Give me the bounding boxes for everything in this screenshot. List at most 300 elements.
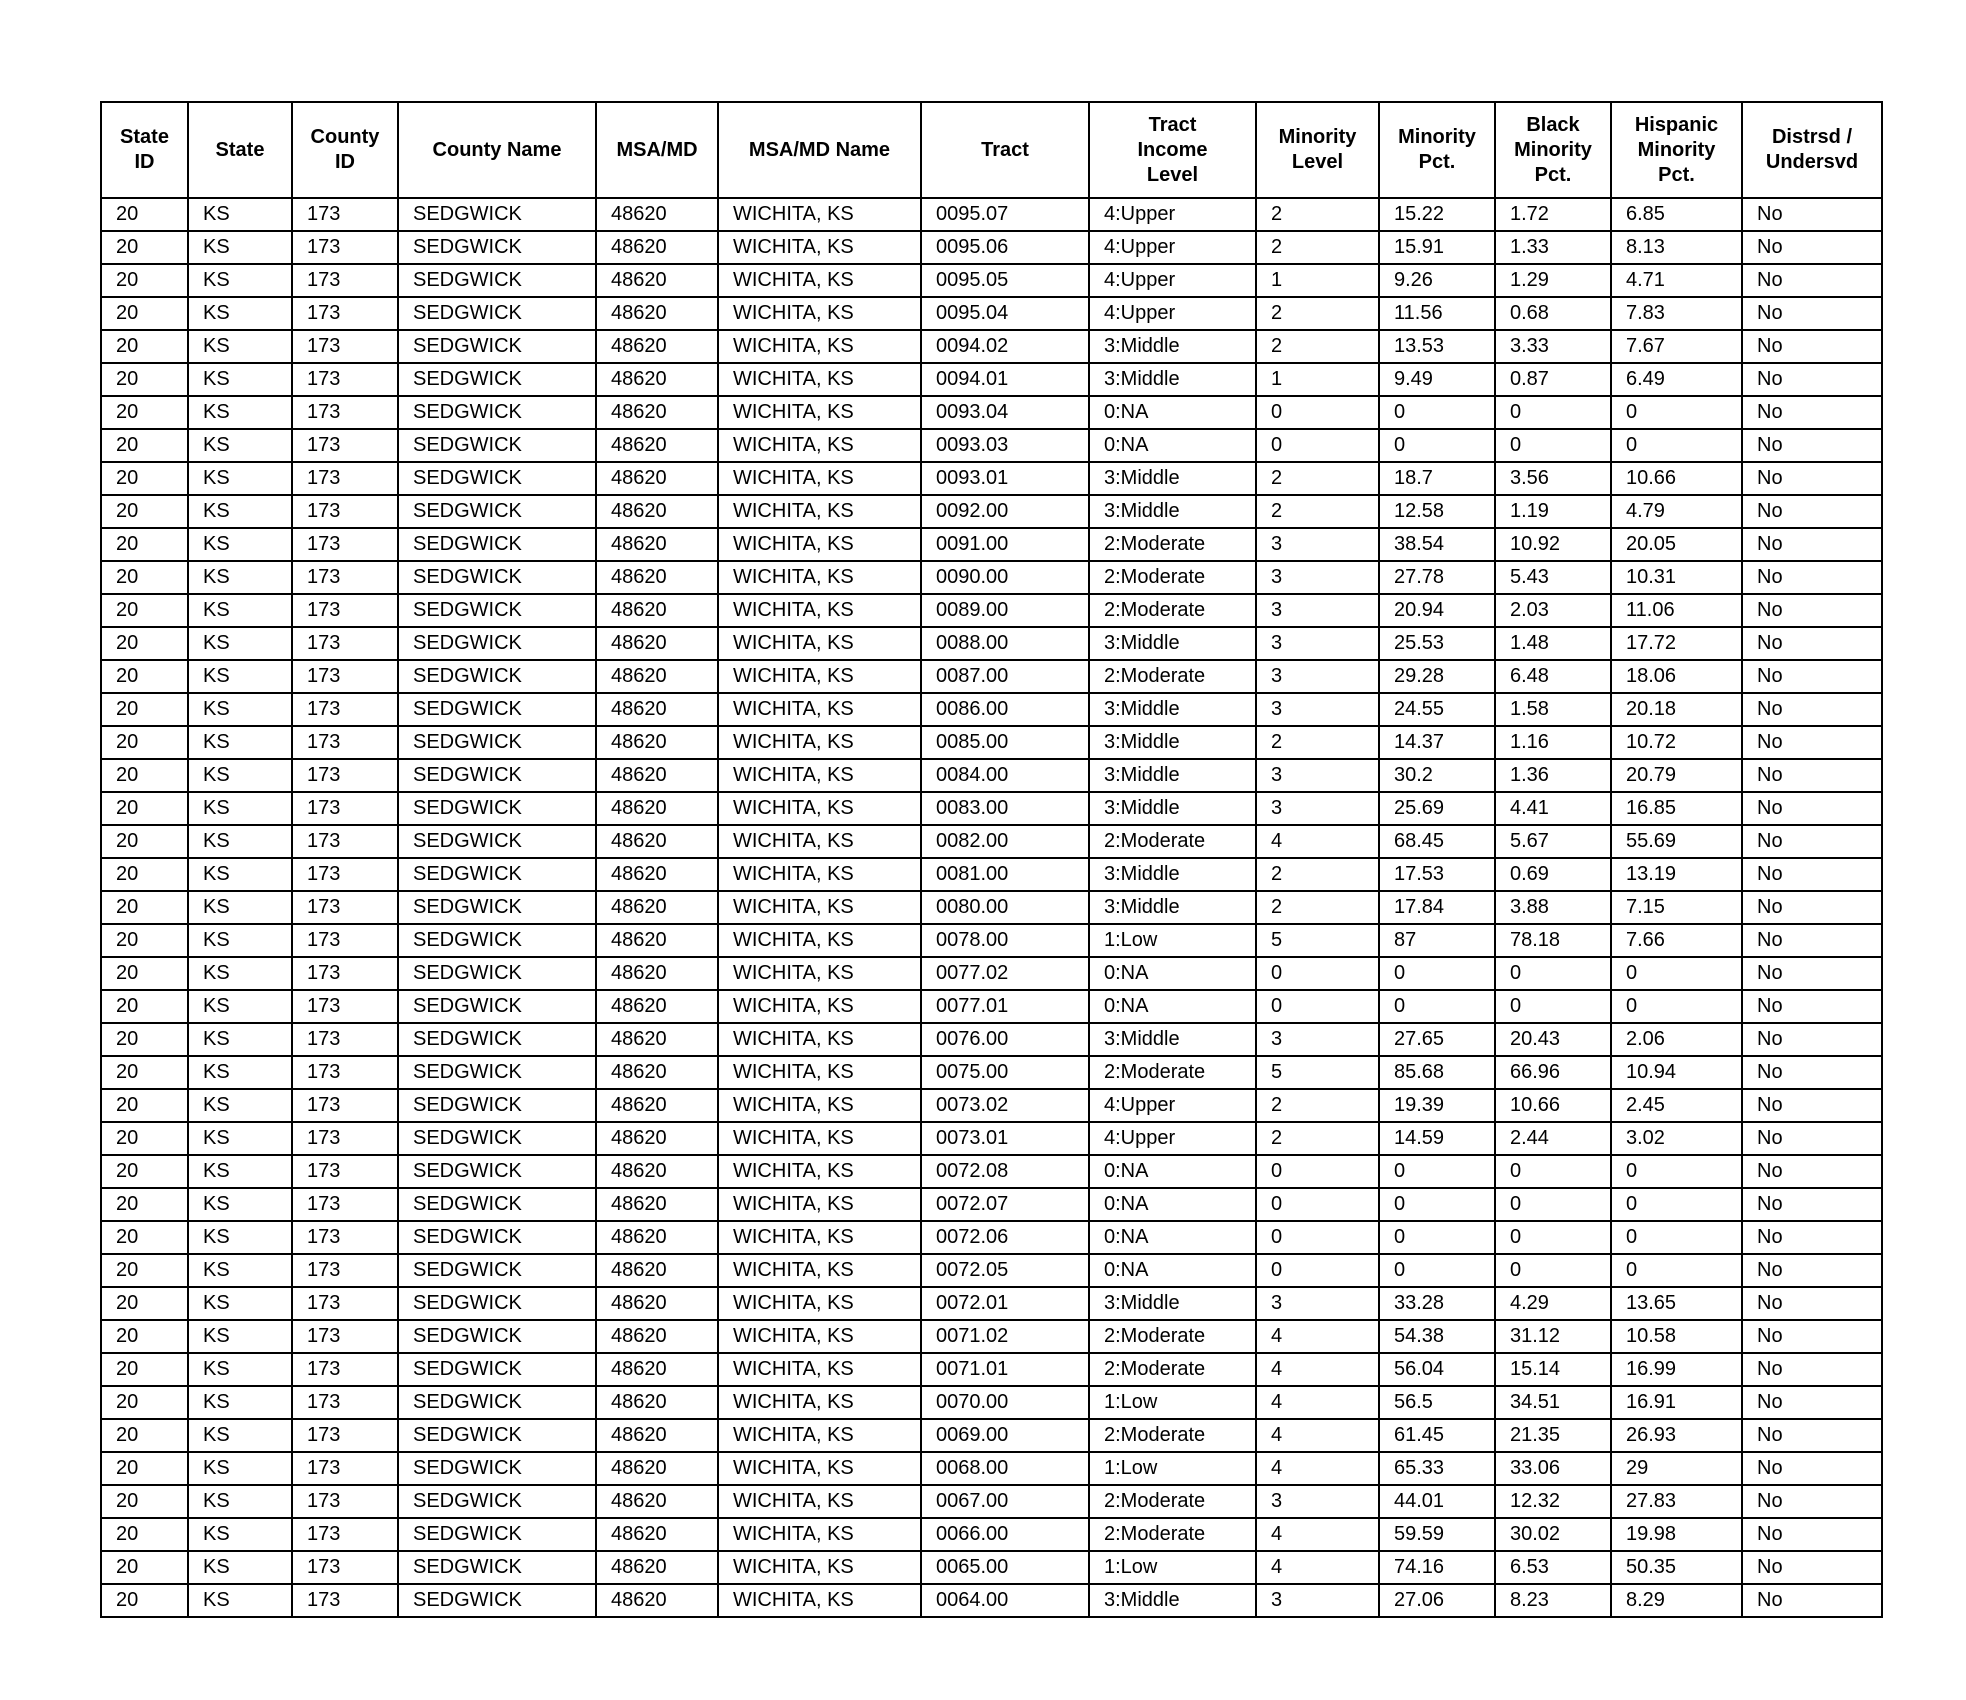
table-row xyxy=(101,264,1882,297)
cell-minority-pct: 14.59 xyxy=(1379,1122,1495,1155)
cell-hispanic-minority-pct: 16.91 xyxy=(1611,1386,1742,1419)
cell-black-minority-pct: 0.69 xyxy=(1495,858,1611,891)
cell-msa-md: 48620 xyxy=(596,1452,718,1485)
cell-black-minority-pct: 34.51 xyxy=(1495,1386,1611,1419)
cell-tract-income-level: 3:Middle xyxy=(1089,891,1256,924)
cell-msa-md-name: WICHITA, KS xyxy=(718,825,921,858)
cell-minority-pct: 59.59 xyxy=(1379,1518,1495,1551)
cell-tract-income-level: 0:NA xyxy=(1089,396,1256,429)
cell-state: KS xyxy=(188,1353,292,1386)
cell-tract-income-level: 3:Middle xyxy=(1089,726,1256,759)
cell-hispanic-minority-pct: 10.31 xyxy=(1611,561,1742,594)
cell-msa-md: 48620 xyxy=(596,1089,718,1122)
cell-minority-level: 4 xyxy=(1256,1551,1379,1584)
cell-tract: 0072.05 xyxy=(921,1254,1089,1287)
cell-hispanic-minority-pct: 20.05 xyxy=(1611,528,1742,561)
cell-msa-md: 48620 xyxy=(596,693,718,726)
cell-msa-md-name: WICHITA, KS xyxy=(718,1419,921,1452)
cell-tract: 0090.00 xyxy=(921,561,1089,594)
cell-minority-level: 2 xyxy=(1256,858,1379,891)
cell-county-id: 173 xyxy=(292,462,398,495)
cell-county-id: 173 xyxy=(292,990,398,1023)
cell-state: KS xyxy=(188,858,292,891)
cell-county-id: 173 xyxy=(292,528,398,561)
cell-state-id: 20 xyxy=(101,1386,188,1419)
cell-distressed-underserved: No xyxy=(1742,1122,1882,1155)
cell-tract-income-level: 3:Middle xyxy=(1089,693,1256,726)
cell-minority-pct: 0 xyxy=(1379,1221,1495,1254)
cell-tract-income-level: 2:Moderate xyxy=(1089,528,1256,561)
cell-tract-income-level: 3:Middle xyxy=(1089,495,1256,528)
cell-state-id: 20 xyxy=(101,1221,188,1254)
cell-msa-md: 48620 xyxy=(596,1254,718,1287)
cell-tract: 0065.00 xyxy=(921,1551,1089,1584)
cell-state: KS xyxy=(188,1419,292,1452)
cell-distressed-underserved: No xyxy=(1742,264,1882,297)
cell-msa-md-name: WICHITA, KS xyxy=(718,858,921,891)
cell-tract: 0070.00 xyxy=(921,1386,1089,1419)
cell-county-name: SEDGWICK xyxy=(398,1485,596,1518)
cell-county-id: 173 xyxy=(292,1320,398,1353)
cell-hispanic-minority-pct: 0 xyxy=(1611,396,1742,429)
cell-county-name: SEDGWICK xyxy=(398,1023,596,1056)
cell-tract-income-level: 2:Moderate xyxy=(1089,1485,1256,1518)
cell-msa-md: 48620 xyxy=(596,1188,718,1221)
cell-distressed-underserved: No xyxy=(1742,1155,1882,1188)
cell-black-minority-pct: 33.06 xyxy=(1495,1452,1611,1485)
cell-distressed-underserved: No xyxy=(1742,330,1882,363)
cell-black-minority-pct: 1.29 xyxy=(1495,264,1611,297)
table-row xyxy=(101,924,1882,957)
cell-state-id: 20 xyxy=(101,627,188,660)
table-row xyxy=(101,1518,1882,1551)
cell-distressed-underserved: No xyxy=(1742,1089,1882,1122)
cell-county-name: SEDGWICK xyxy=(398,759,596,792)
cell-msa-md: 48620 xyxy=(596,363,718,396)
cell-black-minority-pct: 6.53 xyxy=(1495,1551,1611,1584)
table-row xyxy=(101,594,1882,627)
cell-state: KS xyxy=(188,924,292,957)
cell-minority-pct: 56.04 xyxy=(1379,1353,1495,1386)
column-header-black-minority-pct: Black Minority Pct. xyxy=(1495,102,1611,198)
cell-tract: 0077.02 xyxy=(921,957,1089,990)
cell-hispanic-minority-pct: 0 xyxy=(1611,1221,1742,1254)
cell-hispanic-minority-pct: 55.69 xyxy=(1611,825,1742,858)
cell-minority-level: 5 xyxy=(1256,1056,1379,1089)
cell-black-minority-pct: 5.43 xyxy=(1495,561,1611,594)
cell-tract: 0066.00 xyxy=(921,1518,1089,1551)
column-header-county-id: County ID xyxy=(292,102,398,198)
cell-black-minority-pct: 12.32 xyxy=(1495,1485,1611,1518)
cell-hispanic-minority-pct: 27.83 xyxy=(1611,1485,1742,1518)
cell-minority-pct: 19.39 xyxy=(1379,1089,1495,1122)
cell-minority-pct: 54.38 xyxy=(1379,1320,1495,1353)
cell-minority-pct: 17.84 xyxy=(1379,891,1495,924)
cell-msa-md: 48620 xyxy=(596,429,718,462)
table-row xyxy=(101,1056,1882,1089)
cell-minority-level: 2 xyxy=(1256,1089,1379,1122)
cell-state-id: 20 xyxy=(101,792,188,825)
cell-msa-md: 48620 xyxy=(596,726,718,759)
cell-black-minority-pct: 6.48 xyxy=(1495,660,1611,693)
cell-state: KS xyxy=(188,1188,292,1221)
cell-state-id: 20 xyxy=(101,528,188,561)
cell-minority-level: 2 xyxy=(1256,462,1379,495)
cell-state: KS xyxy=(188,462,292,495)
table-row xyxy=(101,660,1882,693)
cell-tract: 0095.06 xyxy=(921,231,1089,264)
cell-minority-pct: 11.56 xyxy=(1379,297,1495,330)
cell-black-minority-pct: 3.33 xyxy=(1495,330,1611,363)
cell-distressed-underserved: No xyxy=(1742,1452,1882,1485)
table-row xyxy=(101,363,1882,396)
cell-tract-income-level: 3:Middle xyxy=(1089,627,1256,660)
cell-state: KS xyxy=(188,957,292,990)
cell-tract-income-level: 0:NA xyxy=(1089,1221,1256,1254)
cell-state: KS xyxy=(188,660,292,693)
cell-msa-md: 48620 xyxy=(596,528,718,561)
cell-tract: 0084.00 xyxy=(921,759,1089,792)
cell-msa-md: 48620 xyxy=(596,1320,718,1353)
cell-tract: 0095.04 xyxy=(921,297,1089,330)
table-row xyxy=(101,726,1882,759)
cell-minority-level: 4 xyxy=(1256,1320,1379,1353)
cell-msa-md-name: WICHITA, KS xyxy=(718,231,921,264)
cell-tract-income-level: 0:NA xyxy=(1089,1254,1256,1287)
cell-county-id: 173 xyxy=(292,891,398,924)
cell-minority-level: 2 xyxy=(1256,330,1379,363)
cell-msa-md: 48620 xyxy=(596,1551,718,1584)
cell-county-name: SEDGWICK xyxy=(398,561,596,594)
cell-minority-level: 4 xyxy=(1256,1386,1379,1419)
cell-county-name: SEDGWICK xyxy=(398,264,596,297)
header-row xyxy=(101,102,1882,198)
cell-county-name: SEDGWICK xyxy=(398,1089,596,1122)
cell-hispanic-minority-pct: 7.66 xyxy=(1611,924,1742,957)
table-row xyxy=(101,1254,1882,1287)
cell-state: KS xyxy=(188,891,292,924)
cell-minority-pct: 44.01 xyxy=(1379,1485,1495,1518)
cell-minority-pct: 13.53 xyxy=(1379,330,1495,363)
cell-distressed-underserved: No xyxy=(1742,297,1882,330)
cell-msa-md-name: WICHITA, KS xyxy=(718,990,921,1023)
cell-msa-md: 48620 xyxy=(596,627,718,660)
cell-minority-pct: 0 xyxy=(1379,396,1495,429)
cell-state: KS xyxy=(188,363,292,396)
cell-msa-md-name: WICHITA, KS xyxy=(718,726,921,759)
cell-black-minority-pct: 4.41 xyxy=(1495,792,1611,825)
cell-msa-md-name: WICHITA, KS xyxy=(718,1287,921,1320)
cell-msa-md-name: WICHITA, KS xyxy=(718,660,921,693)
cell-hispanic-minority-pct: 7.67 xyxy=(1611,330,1742,363)
cell-tract: 0071.02 xyxy=(921,1320,1089,1353)
cell-state: KS xyxy=(188,792,292,825)
cell-county-id: 173 xyxy=(292,429,398,462)
cell-tract: 0092.00 xyxy=(921,495,1089,528)
cell-msa-md: 48620 xyxy=(596,1419,718,1452)
cell-minority-level: 1 xyxy=(1256,363,1379,396)
table-row xyxy=(101,1584,1882,1617)
cell-minority-level: 2 xyxy=(1256,231,1379,264)
cell-county-name: SEDGWICK xyxy=(398,594,596,627)
cell-county-id: 173 xyxy=(292,1518,398,1551)
cell-hispanic-minority-pct: 0 xyxy=(1611,1188,1742,1221)
cell-minority-pct: 85.68 xyxy=(1379,1056,1495,1089)
table-row xyxy=(101,231,1882,264)
cell-black-minority-pct: 1.72 xyxy=(1495,198,1611,231)
cell-tract-income-level: 2:Moderate xyxy=(1089,1518,1256,1551)
column-header-county-name: County Name xyxy=(398,102,596,198)
cell-minority-pct: 27.06 xyxy=(1379,1584,1495,1617)
cell-msa-md: 48620 xyxy=(596,1056,718,1089)
cell-county-name: SEDGWICK xyxy=(398,1188,596,1221)
cell-tract-income-level: 2:Moderate xyxy=(1089,594,1256,627)
cell-hispanic-minority-pct: 8.29 xyxy=(1611,1584,1742,1617)
cell-minority-pct: 0 xyxy=(1379,429,1495,462)
cell-msa-md: 48620 xyxy=(596,1353,718,1386)
cell-hispanic-minority-pct: 2.06 xyxy=(1611,1023,1742,1056)
table-row xyxy=(101,1386,1882,1419)
table-row xyxy=(101,693,1882,726)
cell-county-name: SEDGWICK xyxy=(398,1386,596,1419)
cell-county-name: SEDGWICK xyxy=(398,792,596,825)
cell-state-id: 20 xyxy=(101,1023,188,1056)
cell-distressed-underserved: No xyxy=(1742,1551,1882,1584)
cell-tract: 0071.01 xyxy=(921,1353,1089,1386)
cell-minority-level: 3 xyxy=(1256,1023,1379,1056)
cell-county-name: SEDGWICK xyxy=(398,198,596,231)
cell-county-name: SEDGWICK xyxy=(398,1518,596,1551)
cell-tract: 0094.02 xyxy=(921,330,1089,363)
cell-county-id: 173 xyxy=(292,1584,398,1617)
cell-minority-pct: 56.5 xyxy=(1379,1386,1495,1419)
cell-minority-level: 0 xyxy=(1256,1221,1379,1254)
column-header-msa-md-name: MSA/MD Name xyxy=(718,102,921,198)
cell-minority-level: 0 xyxy=(1256,957,1379,990)
cell-county-id: 173 xyxy=(292,1386,398,1419)
cell-msa-md: 48620 xyxy=(596,264,718,297)
cell-msa-md: 48620 xyxy=(596,858,718,891)
cell-msa-md-name: WICHITA, KS xyxy=(718,1320,921,1353)
cell-hispanic-minority-pct: 19.98 xyxy=(1611,1518,1742,1551)
cell-black-minority-pct: 0.68 xyxy=(1495,297,1611,330)
cell-state: KS xyxy=(188,825,292,858)
cell-county-name: SEDGWICK xyxy=(398,363,596,396)
cell-tract-income-level: 1:Low xyxy=(1089,924,1256,957)
cell-msa-md-name: WICHITA, KS xyxy=(718,1023,921,1056)
cell-county-id: 173 xyxy=(292,264,398,297)
column-header-state-id: State ID xyxy=(101,102,188,198)
cell-black-minority-pct: 0 xyxy=(1495,1155,1611,1188)
cell-county-name: SEDGWICK xyxy=(398,858,596,891)
cell-state-id: 20 xyxy=(101,231,188,264)
cell-minority-level: 3 xyxy=(1256,594,1379,627)
cell-distressed-underserved: No xyxy=(1742,1518,1882,1551)
cell-msa-md: 48620 xyxy=(596,396,718,429)
cell-county-id: 173 xyxy=(292,627,398,660)
cell-black-minority-pct: 3.88 xyxy=(1495,891,1611,924)
cell-minority-level: 4 xyxy=(1256,1452,1379,1485)
table-row xyxy=(101,561,1882,594)
cell-black-minority-pct: 21.35 xyxy=(1495,1419,1611,1452)
table-row xyxy=(101,957,1882,990)
table-row xyxy=(101,462,1882,495)
cell-tract: 0088.00 xyxy=(921,627,1089,660)
cell-distressed-underserved: No xyxy=(1742,858,1882,891)
cell-county-name: SEDGWICK xyxy=(398,957,596,990)
cell-tract-income-level: 4:Upper xyxy=(1089,1122,1256,1155)
cell-county-id: 173 xyxy=(292,858,398,891)
cell-msa-md: 48620 xyxy=(596,825,718,858)
cell-distressed-underserved: No xyxy=(1742,990,1882,1023)
cell-state: KS xyxy=(188,1485,292,1518)
cell-state: KS xyxy=(188,1221,292,1254)
cell-minority-pct: 74.16 xyxy=(1379,1551,1495,1584)
cell-tract-income-level: 2:Moderate xyxy=(1089,1056,1256,1089)
cell-msa-md: 48620 xyxy=(596,594,718,627)
cell-minority-level: 4 xyxy=(1256,1518,1379,1551)
cell-black-minority-pct: 66.96 xyxy=(1495,1056,1611,1089)
cell-state: KS xyxy=(188,726,292,759)
cell-state: KS xyxy=(188,330,292,363)
cell-state-id: 20 xyxy=(101,1155,188,1188)
cell-minority-level: 1 xyxy=(1256,264,1379,297)
cell-hispanic-minority-pct: 20.18 xyxy=(1611,693,1742,726)
cell-msa-md: 48620 xyxy=(596,297,718,330)
cell-tract: 0064.00 xyxy=(921,1584,1089,1617)
cell-minority-pct: 29.28 xyxy=(1379,660,1495,693)
cell-minority-pct: 9.26 xyxy=(1379,264,1495,297)
cell-tract: 0085.00 xyxy=(921,726,1089,759)
cell-state-id: 20 xyxy=(101,1419,188,1452)
cell-state: KS xyxy=(188,759,292,792)
cell-msa-md: 48620 xyxy=(596,990,718,1023)
cell-minority-level: 4 xyxy=(1256,1419,1379,1452)
cell-hispanic-minority-pct: 4.71 xyxy=(1611,264,1742,297)
cell-minority-level: 4 xyxy=(1256,825,1379,858)
cell-state: KS xyxy=(188,1518,292,1551)
cell-state-id: 20 xyxy=(101,990,188,1023)
cell-distressed-underserved: No xyxy=(1742,1419,1882,1452)
cell-msa-md: 48620 xyxy=(596,1122,718,1155)
cell-msa-md-name: WICHITA, KS xyxy=(718,363,921,396)
cell-tract-income-level: 3:Middle xyxy=(1089,462,1256,495)
table-row xyxy=(101,1155,1882,1188)
cell-minority-pct: 87 xyxy=(1379,924,1495,957)
cell-msa-md-name: WICHITA, KS xyxy=(718,1056,921,1089)
cell-minority-level: 0 xyxy=(1256,396,1379,429)
cell-tract-income-level: 0:NA xyxy=(1089,957,1256,990)
cell-state: KS xyxy=(188,297,292,330)
cell-msa-md-name: WICHITA, KS xyxy=(718,693,921,726)
cell-state: KS xyxy=(188,495,292,528)
cell-county-id: 173 xyxy=(292,1353,398,1386)
cell-minority-level: 2 xyxy=(1256,726,1379,759)
cell-state: KS xyxy=(188,627,292,660)
cell-tract-income-level: 3:Middle xyxy=(1089,330,1256,363)
cell-hispanic-minority-pct: 0 xyxy=(1611,1254,1742,1287)
cell-tract-income-level: 3:Middle xyxy=(1089,759,1256,792)
table-row xyxy=(101,1485,1882,1518)
cell-state-id: 20 xyxy=(101,1089,188,1122)
cell-msa-md-name: WICHITA, KS xyxy=(718,891,921,924)
cell-tract: 0080.00 xyxy=(921,891,1089,924)
cell-tract-income-level: 4:Upper xyxy=(1089,231,1256,264)
cell-distressed-underserved: No xyxy=(1742,1584,1882,1617)
cell-distressed-underserved: No xyxy=(1742,759,1882,792)
cell-msa-md: 48620 xyxy=(596,231,718,264)
cell-hispanic-minority-pct: 4.79 xyxy=(1611,495,1742,528)
cell-county-name: SEDGWICK xyxy=(398,1551,596,1584)
cell-msa-md-name: WICHITA, KS xyxy=(718,594,921,627)
cell-state: KS xyxy=(188,198,292,231)
cell-county-name: SEDGWICK xyxy=(398,924,596,957)
cell-state-id: 20 xyxy=(101,297,188,330)
cell-black-minority-pct: 1.16 xyxy=(1495,726,1611,759)
cell-hispanic-minority-pct: 3.02 xyxy=(1611,1122,1742,1155)
cell-distressed-underserved: No xyxy=(1742,495,1882,528)
cell-minority-level: 2 xyxy=(1256,891,1379,924)
cell-hispanic-minority-pct: 16.99 xyxy=(1611,1353,1742,1386)
cell-county-id: 173 xyxy=(292,396,398,429)
cell-minority-level: 3 xyxy=(1256,1584,1379,1617)
cell-tract: 0068.00 xyxy=(921,1452,1089,1485)
cell-distressed-underserved: No xyxy=(1742,198,1882,231)
cell-tract-income-level: 2:Moderate xyxy=(1089,1353,1256,1386)
cell-county-id: 173 xyxy=(292,363,398,396)
cell-county-id: 173 xyxy=(292,1485,398,1518)
cell-black-minority-pct: 0 xyxy=(1495,1221,1611,1254)
cell-state: KS xyxy=(188,990,292,1023)
cell-minority-level: 5 xyxy=(1256,924,1379,957)
cell-black-minority-pct: 1.48 xyxy=(1495,627,1611,660)
cell-state-id: 20 xyxy=(101,594,188,627)
cell-county-id: 173 xyxy=(292,1551,398,1584)
cell-county-name: SEDGWICK xyxy=(398,1584,596,1617)
cell-minority-level: 2 xyxy=(1256,1122,1379,1155)
cell-state-id: 20 xyxy=(101,1320,188,1353)
cell-tract: 0093.03 xyxy=(921,429,1089,462)
cell-minority-pct: 27.65 xyxy=(1379,1023,1495,1056)
cell-distressed-underserved: No xyxy=(1742,924,1882,957)
table-row xyxy=(101,1089,1882,1122)
cell-distressed-underserved: No xyxy=(1742,1056,1882,1089)
cell-hispanic-minority-pct: 10.72 xyxy=(1611,726,1742,759)
cell-minority-pct: 30.2 xyxy=(1379,759,1495,792)
cell-state: KS xyxy=(188,1023,292,1056)
cell-tract: 0089.00 xyxy=(921,594,1089,627)
cell-state-id: 20 xyxy=(101,726,188,759)
table-row xyxy=(101,759,1882,792)
cell-distressed-underserved: No xyxy=(1742,462,1882,495)
cell-state: KS xyxy=(188,1056,292,1089)
cell-msa-md: 48620 xyxy=(596,462,718,495)
cell-hispanic-minority-pct: 13.65 xyxy=(1611,1287,1742,1320)
cell-state: KS xyxy=(188,693,292,726)
cell-county-id: 173 xyxy=(292,957,398,990)
cell-state-id: 20 xyxy=(101,1056,188,1089)
cell-county-name: SEDGWICK xyxy=(398,1221,596,1254)
cell-msa-md-name: WICHITA, KS xyxy=(718,1518,921,1551)
cell-tract: 0091.00 xyxy=(921,528,1089,561)
cell-black-minority-pct: 3.56 xyxy=(1495,462,1611,495)
cell-black-minority-pct: 0 xyxy=(1495,429,1611,462)
cell-state-id: 20 xyxy=(101,924,188,957)
cell-tract-income-level: 2:Moderate xyxy=(1089,1320,1256,1353)
cell-county-name: SEDGWICK xyxy=(398,891,596,924)
table-row xyxy=(101,1221,1882,1254)
cell-tract-income-level: 2:Moderate xyxy=(1089,660,1256,693)
